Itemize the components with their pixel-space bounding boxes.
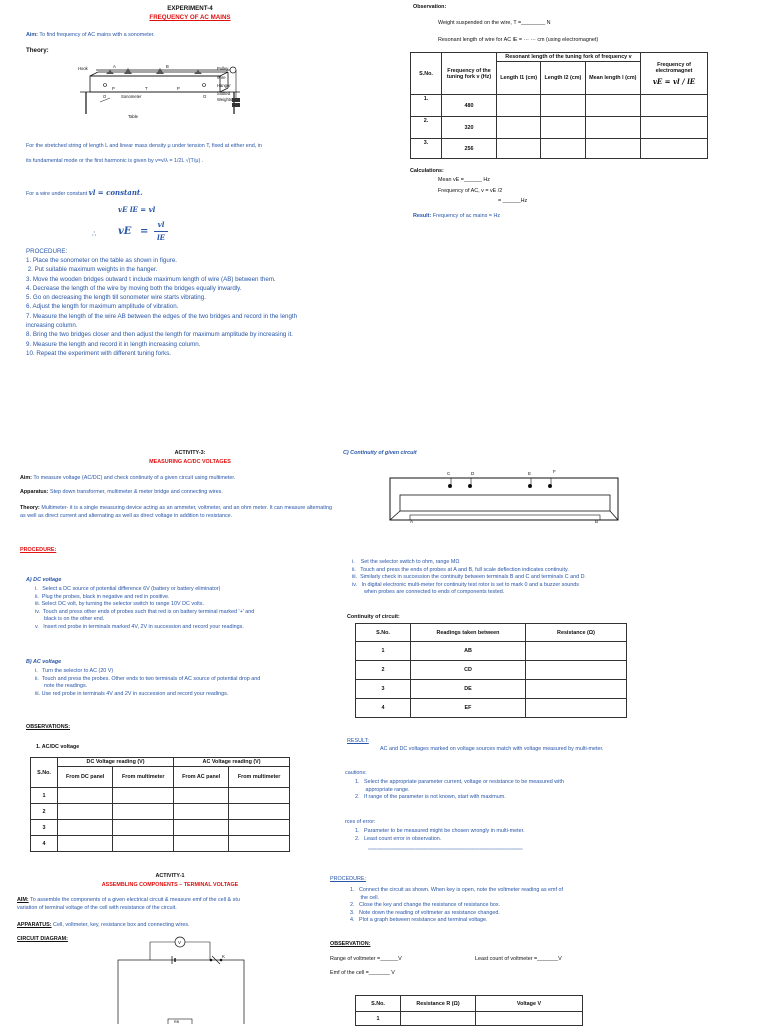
- act3-title: MEASURING AC/DC VOLTAGES: [149, 459, 231, 465]
- act1-procedure-list: [350, 887, 650, 925]
- label-hook: Hook: [78, 66, 88, 71]
- procedure-step: 8. Bring the two bridges closer and then adjust the length for maximum amplitude by increasing it.: [26, 331, 293, 339]
- range-line: Range of voltmeter =______V: [330, 956, 402, 962]
- circuit-e: E: [528, 471, 532, 476]
- wire-const-eq: vl = constant.: [88, 188, 143, 197]
- continuity-step: iv. In digital electronic multi-meter for continuity test rotor is set to mark 0 and a buzzer sounds: [352, 581, 580, 588]
- label-hanger: Hanger: [217, 83, 231, 88]
- label-sonometer: Sonometer: [121, 94, 142, 99]
- label-t: T: [145, 86, 148, 91]
- act3-result-text: AC and DC voltages marked on voltage sources match with voltage measured by multi-meter.: [380, 746, 604, 752]
- calc-1: Mean vE =______ Hz: [438, 177, 490, 183]
- eq3-fraction-bar: [154, 231, 168, 232]
- calc-3: = ______Hz: [498, 198, 528, 204]
- procedure-step: 7. Measure the length of the wire AB between the edges of the two bridges and record in the length: [26, 312, 298, 320]
- act1-aim: AIM: To assemble the components of a given electrical circuit & measure emf of the cell & stu variation of terminal voltage of the cell with resistance of the circuit.: [17, 897, 240, 911]
- ac-voltage-label: B) AC voltage: [26, 659, 62, 665]
- continuity-step: ii. Touch and press the ends of probes at A and B, full scale deflection indicates continuity.: [352, 566, 569, 573]
- table-row: 3 DE: [356, 680, 627, 699]
- resistance-box-label: RB: [174, 1020, 179, 1024]
- continuity-step: i. Set the selector switch to ohm, range MΩ: [352, 559, 460, 565]
- procedure-step: 5. Go on decreasing the length till sonometer wire starts vibrating.: [26, 294, 206, 302]
- eq3-equals: =: [140, 226, 149, 237]
- th-l1: Length l1 (cm): [497, 62, 541, 95]
- th-freq: Frequency of the tuning fork v (Hz): [442, 53, 497, 95]
- result-text: Frequency of ac mains = Hz: [432, 213, 501, 219]
- emf-line: Emf of the cell =_______ V: [330, 970, 395, 976]
- result-label: Result:: [413, 213, 432, 219]
- th-sno: S.No.: [31, 758, 58, 788]
- procedure-step: the cell.: [350, 894, 380, 901]
- voltmeter-label: V: [178, 940, 182, 945]
- obs-label: OBSERVATIONS:: [26, 724, 71, 730]
- circuit-a: A: [410, 519, 414, 524]
- ac-step: ii. Touch and press the probes. Other ends to two terminals of AC source of potential drop and: [35, 675, 261, 682]
- obs-sub: 1. AC/DC voltage: [36, 744, 80, 750]
- result-line: [413, 213, 500, 221]
- label-o2: O: [203, 94, 207, 99]
- errors-label: rces of error:: [345, 819, 376, 825]
- label-weights: Weights: [217, 97, 233, 102]
- procedure-step: 1. Connect the circuit as shown. When key is open, note the voltmeter reading as emf of: [350, 887, 564, 893]
- th-voltage: Voltage V: [476, 996, 583, 1012]
- label-p1: P: [112, 86, 115, 91]
- caution-item: appropriate range.: [355, 786, 410, 793]
- act1-heading: ACTIVITY-1: [155, 873, 185, 879]
- resonant-line: Resonant length of wire for AC lE = ··· ··· cm (using electromagnet): [438, 37, 599, 43]
- th-sno: S.No.: [411, 53, 442, 95]
- act3-aim: Aim: To measure voltage (AC/DC) and check continuity of a given circuit using multimeter.: [20, 475, 236, 481]
- caution-item: 1. Select the appropriate parameter current, voltage or resistance to be measured with: [355, 779, 564, 785]
- aim-label: Aim:: [26, 32, 38, 38]
- calc-2: Frequency of AC, v = vE /2: [438, 188, 503, 194]
- table-row: 2: [31, 804, 290, 820]
- eq3-den: lE: [157, 233, 165, 242]
- th-resistance: Resistance R (Ω): [401, 996, 476, 1012]
- label-pulley: Pulley: [217, 66, 229, 71]
- act3-theory: Theory: Multimeter- it is a single measuring device acting as an ammeter, voltmeter, and an ohm meter. It can measure alternating as well as direct current and alternating as well as direct voltage in addition to resistance.: [20, 505, 332, 519]
- procedure-step: 4. Plot a graph between resistance and terminal voltage.: [350, 917, 488, 924]
- theory-text-1: For the stretched string of length L and linear mass density μ under tension T, fixed at either end, in: [26, 143, 262, 149]
- procedure-step: increasing column.: [26, 322, 78, 330]
- th-em-eq: vE = vl / lE: [652, 76, 696, 86]
- dc-voltage-label: A) DC voltage: [26, 577, 62, 583]
- calc-label: Calculations:: [410, 168, 444, 174]
- equals-rule: ========================================================================: [368, 846, 523, 851]
- circuit-c: C: [447, 471, 451, 476]
- procedure-step: 3. Move the wooden bridges outward t include maximum length of wire (AB) between them.: [26, 275, 276, 283]
- error-item: 1. Parameter to be measured might be chosen wrongly in multi-meter.: [355, 828, 525, 834]
- th-readings: Readings taken between: [411, 624, 526, 642]
- dc-steps: [35, 586, 335, 632]
- continuity-step: iii. Similarly check in succession the continuity between terminals B and C and terminals C and D.: [352, 574, 586, 581]
- th-dc: DC Voltage reading (V): [58, 758, 174, 767]
- label-p2: P: [177, 86, 180, 91]
- observation-label: Observation:: [413, 4, 447, 10]
- procedure-step: 2. Put suitable maximum weights in the hanger.: [26, 266, 158, 274]
- frequency-table: [410, 52, 708, 159]
- act1-obs-label: OBSERVATION:: [330, 941, 371, 947]
- exp4-aim: [26, 32, 155, 40]
- therefore-symbol: ∴: [92, 231, 97, 238]
- th-mean: Mean length l (cm): [585, 62, 640, 95]
- table-row: 1. 480: [411, 95, 708, 117]
- act3-heading: ACTIVITY-3:: [174, 450, 206, 456]
- aim-text: To find frequency of AC mains with a sonometer.: [39, 32, 155, 38]
- theory-text-2: its fundamental mode or the first harmonic is given by v=v/λ = 1/2L √(T/μ) .: [26, 158, 204, 164]
- th-ac-multi: From multimeter: [229, 767, 290, 788]
- circuit-diagram-label: CIRCUIT DIAGRAM:: [17, 936, 68, 942]
- procedure-step: 10. Repeat the experiment with different tuning forks.: [26, 349, 172, 357]
- caution-item: 2. If range of the parameter is not known, start with maximum.: [355, 794, 506, 801]
- least-count-line: Least count of voltmeter =_______V: [475, 956, 562, 962]
- procedure-step: 9. Measure the length and record it in length increasing column.: [26, 340, 201, 348]
- th-ac-panel: From AC panel: [174, 767, 229, 788]
- th-dc-multi: From multimeter: [113, 767, 174, 788]
- errors-list: [355, 828, 645, 843]
- equation-2: vE lE = vl: [118, 205, 156, 214]
- table-row: 1: [356, 1012, 583, 1026]
- label-b: B: [166, 64, 169, 69]
- act3-procedure-label: PROCEDURE:: [20, 547, 57, 553]
- label-table: Table: [128, 114, 139, 119]
- ac-step: note the readings.: [35, 683, 88, 690]
- dc-step: black is on the other end.: [35, 616, 105, 623]
- table-row: 1 AB: [356, 642, 627, 661]
- table-row: 2. 320: [411, 117, 708, 139]
- table-row: 3: [31, 820, 290, 836]
- weight-line: Weight suspended on the wire, T =________ N: [438, 20, 551, 26]
- exp4-heading: EXPERIMENT-4: [167, 5, 213, 12]
- th-electromagnet: Frequency of electromagnet vE = vl / lE: [641, 53, 708, 95]
- act3-result-label: RESULT:: [347, 738, 369, 744]
- procedure-label: PROCEDURE:: [26, 248, 68, 255]
- circuit-f: F: [553, 469, 556, 474]
- label-slotted: Slotted: [217, 91, 231, 96]
- ac-step: i. Turn the selector to AC (20 V): [35, 668, 114, 674]
- error-item: 2. Least count error in observation.: [355, 835, 442, 842]
- act3-apparatus: Apparatus: Step down transformer, multimeter & meter bridge and connecting wires.: [20, 489, 223, 495]
- label-a: A: [113, 64, 116, 69]
- theory-label: Theory:: [26, 47, 49, 54]
- ac-step: iii. Use red probe in terminals 4V and 2V in succession and record your readings.: [35, 690, 229, 697]
- resistance-voltage-table: [355, 995, 583, 1026]
- th-sno: S.No.: [356, 624, 411, 642]
- key-label: K: [222, 954, 226, 959]
- table-row: 1: [31, 788, 290, 804]
- dc-step: iii. Select DC volt, by turning the selector switch to range 10V DC volts.: [35, 601, 204, 608]
- th-sno: S.No.: [356, 996, 401, 1012]
- label-wire: Wire: [217, 75, 226, 80]
- continuity-label: C) Continuity of given circuit: [343, 450, 417, 456]
- circuit-d: D: [471, 471, 475, 476]
- table-row: 4: [31, 836, 290, 852]
- th-resonant: Resonant length of the tuning fork of frequency v: [497, 53, 641, 62]
- th-dc-panel: From DC panel: [58, 767, 113, 788]
- label-o1: O: [103, 94, 107, 99]
- th-ac: AC Voltage reading (V): [174, 758, 290, 767]
- eq3-num: vl: [157, 220, 165, 229]
- dc-step: v. Insert red probe in terminals marked 4V, 2V in succession and record your readings.: [35, 623, 244, 630]
- continuity-table: [355, 623, 627, 718]
- procedure-step: 2. Close the key and change the resistance of resistance box.: [350, 902, 501, 909]
- theory-formula: v/λ = 1/2L √(T/μ) .: [160, 158, 204, 164]
- procedure-list: [26, 256, 386, 358]
- act1-apparatus: APPARATUS: Cell, voltmeter, key, resistance box and connecting wires.: [17, 922, 190, 928]
- procedure-step: 4. Decrease the length of the wire by moving both the bridges equally inwardly.: [26, 284, 242, 292]
- dc-step: i. Select a DC source of potential difference 6V (battery or battery eliminator): [35, 586, 221, 592]
- terminal-voltage-circuit: [110, 934, 250, 1024]
- dc-step: ii. Plug the probes, black in negative and red in positive.: [35, 593, 170, 600]
- cautions-label: cautions:: [345, 770, 367, 776]
- dc-step: iv. Touch and press other ends of probes such that red is on battery terminal marked '+' and: [35, 608, 255, 615]
- th-resistance: Resistance (Ω): [526, 624, 627, 642]
- th-l2: Length l2 (cm): [541, 62, 585, 95]
- continuity-step: when probes are connected to ends of components tested.: [352, 589, 505, 596]
- wire-constant: For a wire under constant vl = constant.: [26, 188, 143, 197]
- voltage-table: [30, 757, 290, 852]
- table-row: 3. 256: [411, 139, 708, 159]
- procedure-step: 3. Note down the reading of voltmeter as resistance changed.: [350, 909, 500, 916]
- table-row: 4 EF: [356, 699, 627, 718]
- ac-steps: [35, 668, 335, 698]
- act1-procedure-label: PROCEDURE:: [330, 876, 366, 882]
- table-row: 2 CD: [356, 661, 627, 680]
- eq3-lhs: vE: [118, 226, 132, 237]
- cautions-list: [355, 779, 645, 802]
- exp4-title: FREQUENCY OF AC MAINS: [149, 14, 231, 21]
- continuity-table-label: Continuity of circuit:: [347, 614, 400, 620]
- circuit-b: B: [595, 519, 599, 524]
- procedure-step: 1. Place the sonometer on the table as shown in figure.: [26, 257, 177, 264]
- act1-title: ASSEMBLING COMPONENTS – TERMINAL VOLTAGE: [101, 882, 239, 888]
- procedure-step: 6. Adjust the length for maximum amplitude of vibration.: [26, 303, 179, 311]
- continuity-steps: [352, 559, 652, 597]
- continuity-circuit: [385, 470, 625, 530]
